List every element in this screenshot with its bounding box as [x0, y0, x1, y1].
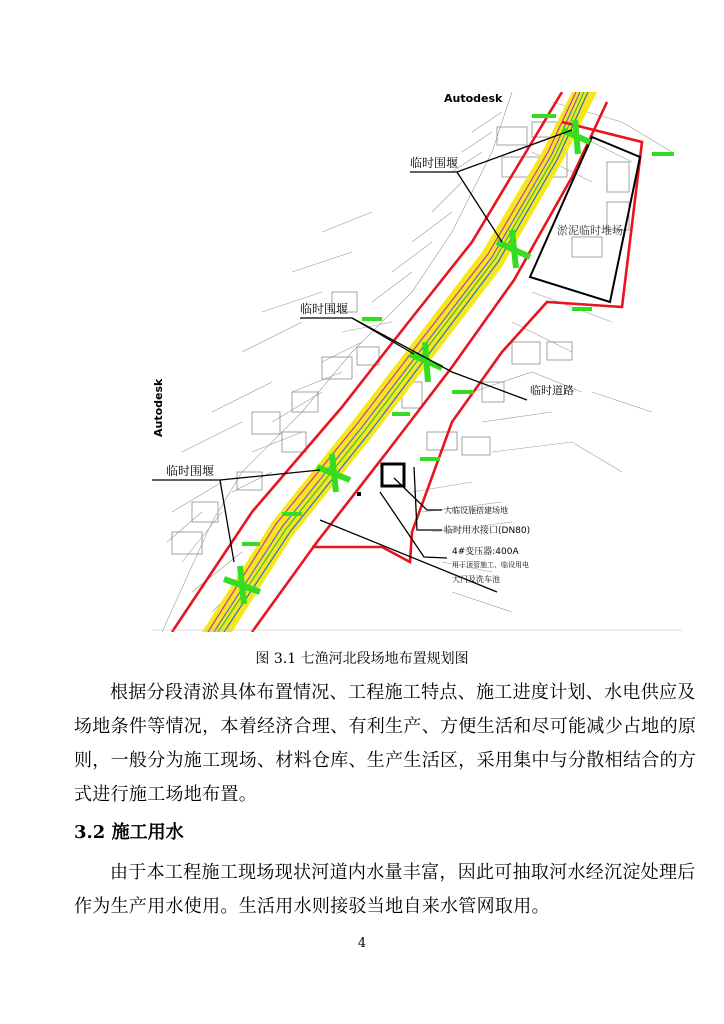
watermark-top: Autodesk [444, 92, 503, 105]
river-channel [202, 92, 597, 632]
label-site-building: 大临设施搭建场地 [444, 506, 508, 515]
building-blocks [172, 122, 629, 554]
paragraph-line: 则，一般分为施工现场、材料仓库、生产生活区，采用集中与分散相结合的方 [74, 750, 697, 771]
paragraph-site-layout [74, 676, 697, 812]
page-number: 4 [357, 936, 367, 951]
paragraph-line: 作为生产用水使用。生活用水则接驳当地自来水管网取用。 [74, 896, 550, 917]
site-plan-drawing [152, 92, 682, 632]
site-plan-figure [152, 92, 682, 632]
label-transformer: 4#变压器:400A [452, 547, 519, 557]
label-temp-road: 临时道路 [530, 384, 574, 397]
transformer-marker [357, 492, 361, 496]
label-water-inlet: 临时用水接口(DN80) [444, 526, 531, 536]
paragraph-line: 式进行施工场地布置。 [74, 784, 257, 805]
section-heading [74, 818, 184, 844]
paragraph-water-supply [74, 856, 696, 924]
paragraph-line: 场地条件等情况，本着经济合理、有利生产、方便生活和尽可能减少占地的原 [74, 716, 697, 737]
watermark-left: Autodesk [152, 378, 165, 437]
label-cofferdam-3: 临时围堰 [166, 464, 215, 478]
label-cofferdam-1: 临时围堰 [410, 156, 459, 170]
section-title: 施工用水 [111, 822, 184, 843]
section-number: 3.2 [74, 822, 106, 843]
label-cofferdam-2: 临时围堰 [300, 302, 349, 316]
label-gate: 大门及洗车池 [452, 575, 500, 584]
paragraph-line: 由于本工程施工现场现状河道内水量丰富，因此可抽取河水经沉淀处理后 [110, 862, 696, 883]
figure-caption: 图 3.1 七渔河北段场地布置规划图 [255, 651, 469, 667]
label-transformer-note: 用于顶管施工、临设用电 [452, 561, 529, 569]
label-sludge-yard: 淤泥临时堆场 [557, 224, 623, 237]
site-building-marker [382, 464, 404, 486]
leader-lines [152, 130, 572, 592]
paragraph-line: 根据分段清淤具体布置情况、工程施工特点、施工进度计划、水电供应及 [110, 682, 696, 703]
